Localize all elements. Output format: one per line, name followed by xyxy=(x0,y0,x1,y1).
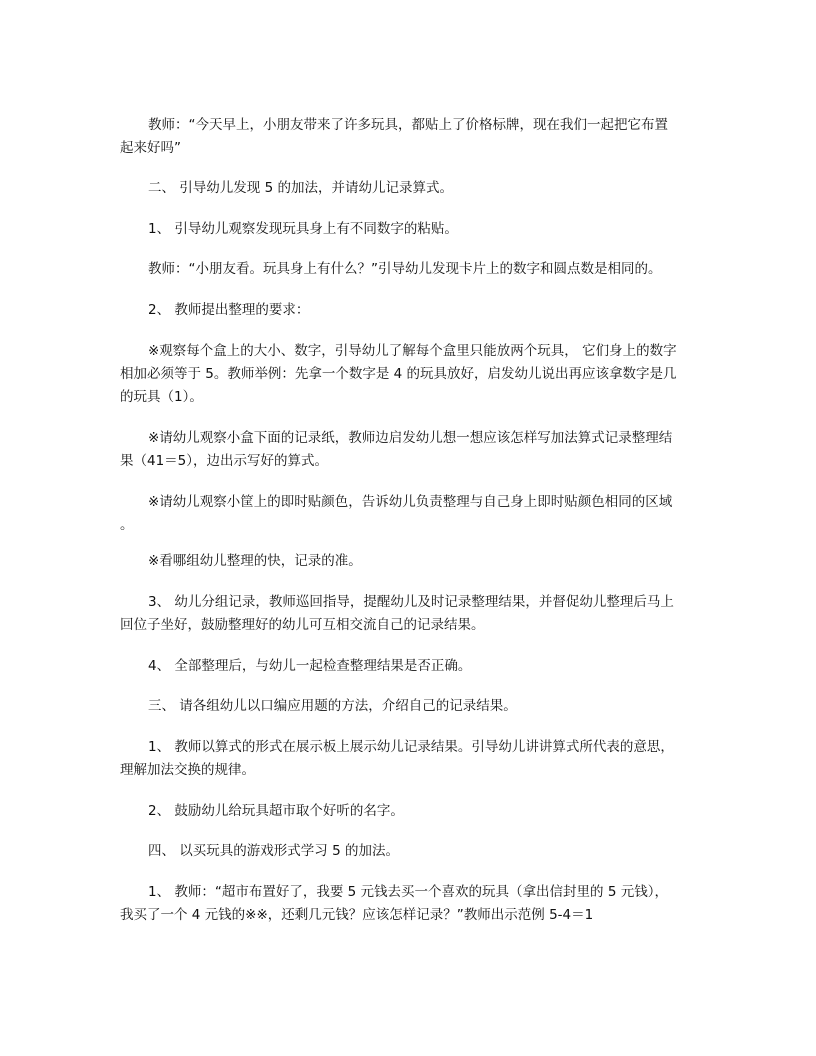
text-line: 1、 教师以算式的形式在展示板上展示幼儿记录结果。引导幼儿讲讲算式所代表的意思， xyxy=(148,739,674,755)
text-line: 相加必须等于 5。教师举例：先拿一个数字是 4 的玩具放好，启发幼儿说出再应该拿数字是几 xyxy=(120,366,677,382)
paragraph-step-2 xyxy=(120,299,700,322)
text-line: 3、 幼儿分组记录，教师巡回指导，提醒幼儿及时记录整理结果，并督促幼儿整理后马上 xyxy=(148,594,674,610)
text-line: 的玩具（1）。 xyxy=(120,389,203,405)
paragraph-buy-toy xyxy=(120,881,700,927)
text-line: 2、 鼓励幼儿给玩具超市取个好听的名字。 xyxy=(148,803,404,819)
text-line: 四、 以买玩具的游戏形式学习 5 的加法。 xyxy=(148,843,399,859)
text-line: 起来好吗” xyxy=(120,140,181,156)
section-heading-3 xyxy=(120,695,700,718)
text-line: 回位子坐好，鼓励整理好的幼儿可互相交流自己的记录结果。 xyxy=(120,617,485,633)
text-line: 1、 引导幼儿观察发现玩具身上有不同数字的粘贴。 xyxy=(148,221,458,237)
paragraph-teacher-intro xyxy=(120,114,700,160)
text-line: ※请幼儿观察小筐上的即时贴颜色，告诉幼儿负责整理与自己身上即时贴颜色相同的区域 xyxy=(148,494,673,510)
text-line: ※观察每个盒上的大小、数字，引导幼儿了解每个盒里只能放两个玩具， 它们身上的数字 xyxy=(148,343,677,359)
paragraph-observe-boxes xyxy=(120,340,700,409)
text-line: 教师：“今天早上，小朋友带来了许多玩具，都贴上了价格标牌，现在我们一起把它布置 xyxy=(148,117,668,133)
text-line: 理解加法交换的规律。 xyxy=(120,762,255,778)
text-line: 二、 引导幼儿发现 5 的加法，并请幼儿记录算式。 xyxy=(148,180,453,196)
text-line: 三、 请各组幼儿以口编应用题的方法，介绍自己的记录结果。 xyxy=(148,698,517,714)
paragraph-name-supermarket xyxy=(120,800,700,823)
paragraph-step-3 xyxy=(120,591,700,637)
section-heading-4 xyxy=(120,840,700,863)
text-line: 教师：“小朋友看。玩具身上有什么？”引导幼儿发现卡片上的数字和圆点数是相同的。 xyxy=(148,261,662,277)
text-line: 我买了一个 4 元钱的※※，还剩几元钱？应该怎样记录？”教师出示范例 5-4＝1 xyxy=(120,907,594,923)
paragraph-record-paper xyxy=(120,427,700,473)
paragraph-step-4 xyxy=(120,655,700,678)
text-line: 。 xyxy=(120,517,134,533)
paragraph-step-1 xyxy=(120,218,700,241)
paragraph-sticker-colors xyxy=(120,491,700,537)
text-line: ※请幼儿观察小盒下面的记录纸，教师边启发幼儿想一想应该怎样写加法算式记录整理结 xyxy=(148,430,673,446)
text-line: 4、 全部整理后，与幼儿一起检查整理结果是否正确。 xyxy=(148,658,472,674)
text-line: ※看哪组幼儿整理的快，记录的准。 xyxy=(148,553,362,569)
section-heading-2 xyxy=(120,177,700,200)
text-line: 果（41＝5），边出示写好的算式。 xyxy=(120,453,329,469)
paragraph-display-board xyxy=(120,736,700,782)
paragraph-teacher-question xyxy=(120,258,700,281)
text-line: 2、 教师提出整理的要求： xyxy=(148,302,310,318)
paragraph-fastest-group xyxy=(120,550,700,573)
text-line: 1、 教师：“超市布置好了，我要 5 元钱去买一个喜欢的玩具（拿出信封里的 5 元钱）， xyxy=(148,884,668,900)
